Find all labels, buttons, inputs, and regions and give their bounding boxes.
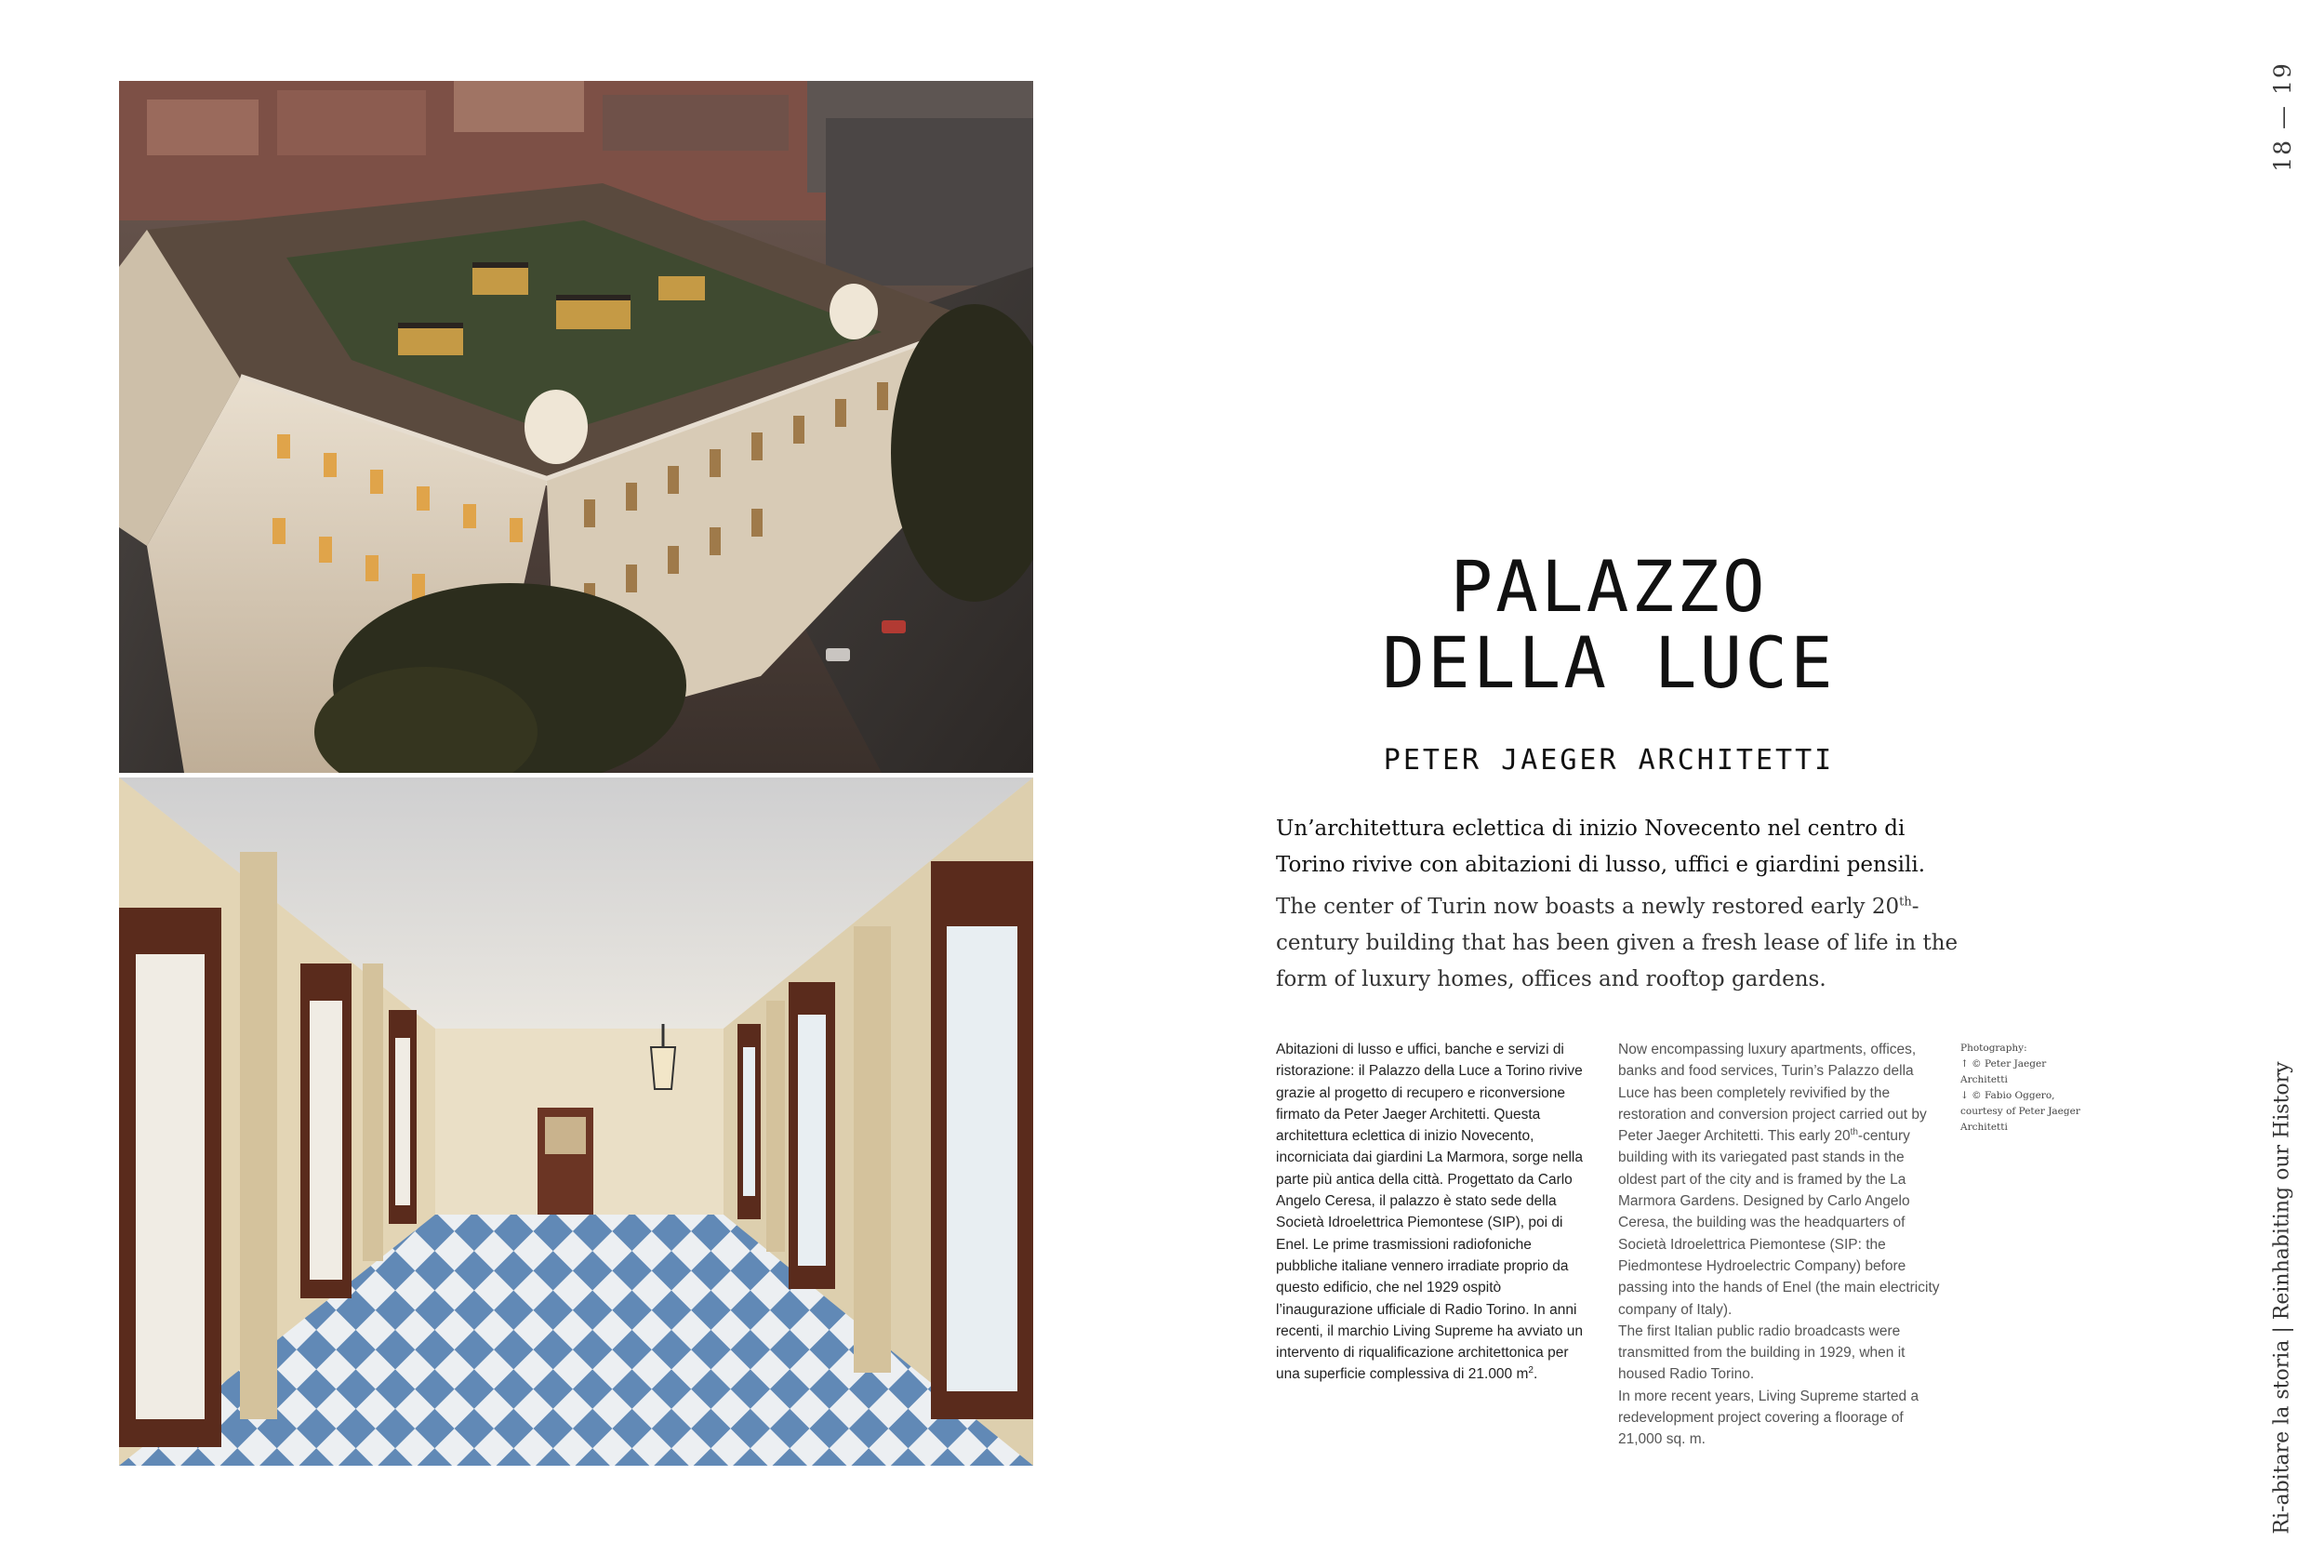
lead-english-start: The center of Turin now boasts a newly restored early 20 (1276, 894, 1900, 919)
lead-italian: Un’architettura eclettica di inizio Novecento nel centro di Torino rivive con abitazioni di lusso, uffici e giardini pensili. (1276, 817, 1926, 877)
aerial-photo-illustration (119, 81, 1033, 773)
body-column-english (1618, 1039, 1944, 1451)
body-english-paragraph-2: The first Italian public radio broadcasts were transmitted from the building in 1929, when it housed Radio Torino. (1618, 1322, 1906, 1383)
body-italian-text: Abitazioni di lusso e uffici, banche e servizi di ristorazione: il Palazzo della Luce a Torino rivive grazie al progetto di recupero e riconversione firmato da Peter Jaeger Architetti. Questa architettura eclettica di inizio Novecento, incorniciata dai giardini La Marmora, sorge nella parte più antica della città. Progettato da Carlo Angelo Ceresa, il palazzo è stato sede della Società Idroelettrica Piemontese (SIP), poi di Enel. Le prime trasmissioni radiofoniche pubbliche italiane vennero irradiate proprio da questo edificio, che nel 1929 ospitò l’inaugurazione ufficiale di Radio Torino. In anni recenti, il marchio Living Supreme ha avviato un intervento di riqualificazione architettonica per una superficie complessiva di 21.000 m (1276, 1042, 1583, 1383)
article-title (1293, 545, 1925, 704)
body-english-paragraph-3: In more recent years, Living Supreme started a redevelopment project covering a floorage of 21,000 sq. m. (1618, 1388, 1919, 1448)
body-english-superscript: th (1850, 1127, 1858, 1138)
credits-line-1: ↑ © Peter Jaeger (1960, 1058, 2047, 1070)
interior-photo-illustration (119, 777, 1033, 1466)
credits-line-2: Architetti (1960, 1074, 2008, 1085)
lead-english-end: -century building that has been given a fresh lease of life in the form of luxury homes, offices and rooftop gardens. (1276, 894, 1959, 991)
interior-photo (119, 777, 1033, 1466)
credits-heading: Photography: (1960, 1043, 2027, 1054)
aerial-photo (119, 81, 1033, 773)
body-english-paragraph-1 (1618, 1039, 1944, 1321)
body-italian-paragraph (1276, 1039, 1592, 1386)
body-english-text-2: -century building with its variegated past stands in the oldest part of the city and is framed by the La Marmora Gardens. Designed by Carlo Angelo Ceresa, the building was the headquarters of Società Idroelettrica Piemontese (SIP: the Piedmontese Hydroelectric Company) before passing into the hands of Enel (the main electricity company of Italy). (1618, 1128, 1940, 1318)
title-line-1: PALAZZO (1450, 545, 1768, 628)
architect-subtitle: PETER JAEGER ARCHITETTI (1383, 744, 1835, 777)
body-english-text-1: Now encompassing luxury apartments, offices, banks and food services, Turin’s Palazzo della Luce has been completely revivified by the restoration and conversion project carried out by Peter Jaeger Architetti. This early 20 (1618, 1042, 1927, 1145)
body-column-italian (1276, 1039, 1592, 1386)
lead-english (1276, 895, 1958, 991)
credits-line-3: ↓ © Fabio Oggero, (1960, 1090, 2055, 1101)
body-italian-end: . (1533, 1366, 1538, 1383)
body-italian-superscript: 2 (1528, 1365, 1534, 1376)
title-line-2: DELLA LUCE (1382, 621, 1836, 704)
running-title (2254, 1060, 2310, 1535)
page-number (2254, 60, 2310, 172)
running-title-text: Ri-abitare la storia | Reinhabiting our History (2270, 1060, 2294, 1535)
photo-credits (1960, 1041, 2100, 1136)
lead-english-superscript: th (1899, 895, 1912, 909)
page-number-text: 18 — 19 (2268, 60, 2296, 172)
credits-line-4: courtesy of Peter Jaeger (1960, 1106, 2080, 1117)
credits-line-5: Architetti (1960, 1122, 2008, 1133)
lead-paragraph (1276, 811, 1964, 998)
